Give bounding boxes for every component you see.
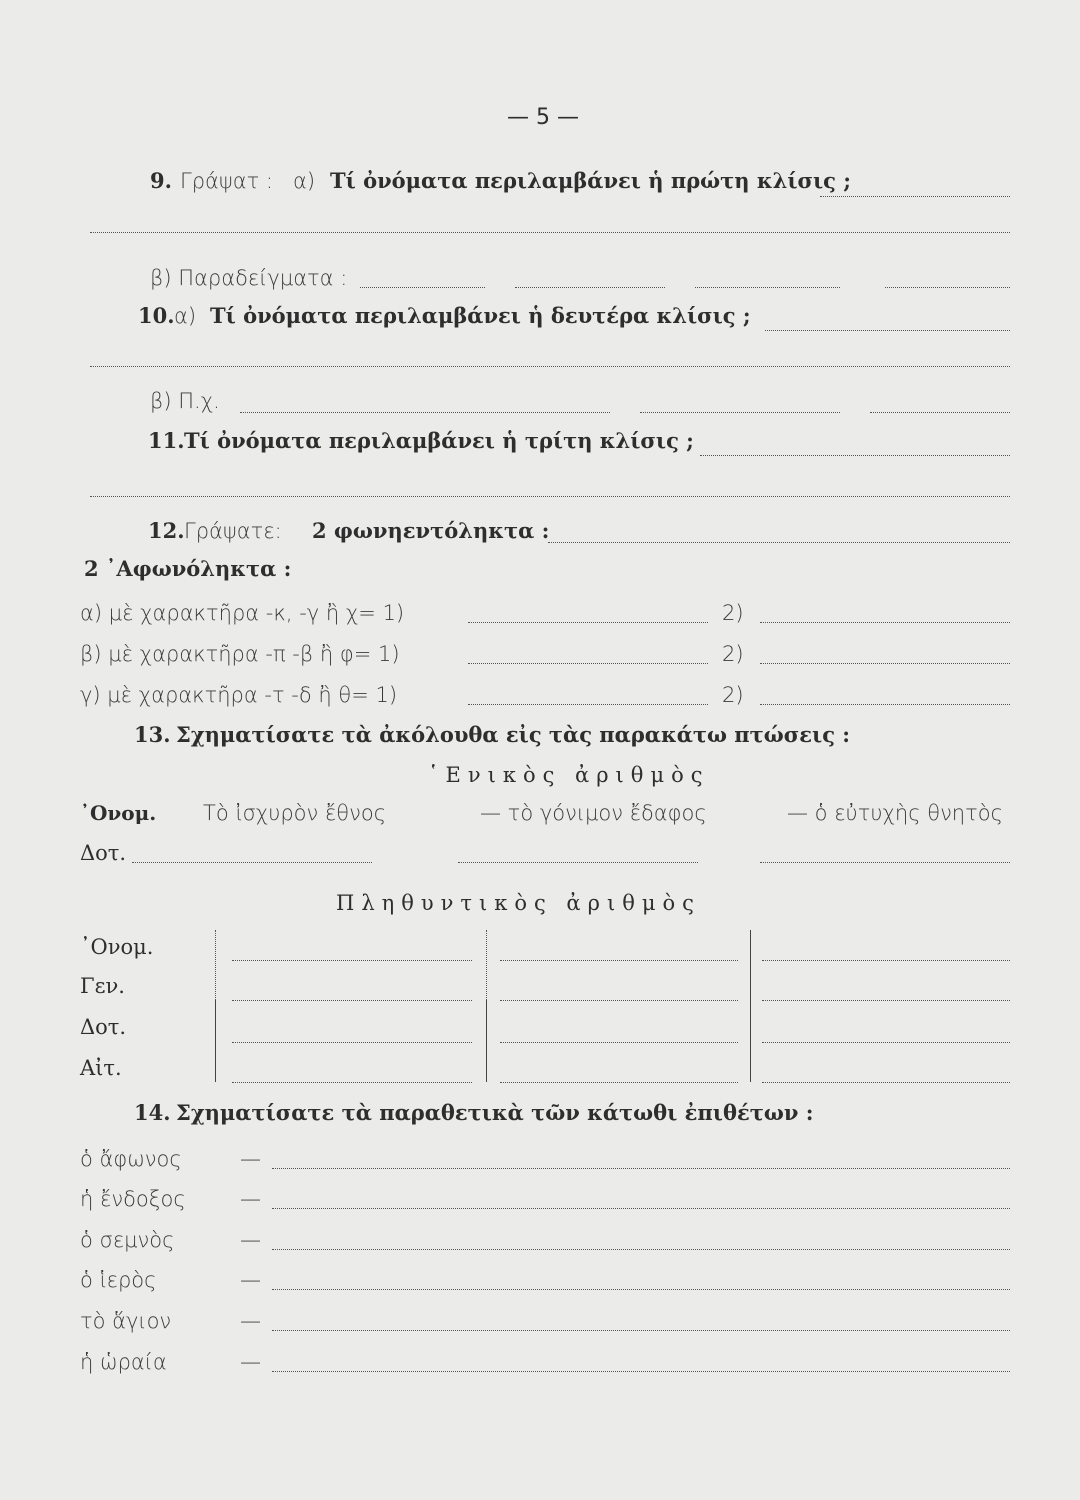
answer-line[interactable] — [695, 287, 840, 288]
answer-line[interactable] — [700, 455, 1010, 456]
q14-word: ὁ σεμνὸς — [80, 1228, 175, 1252]
q12-row-a-second: 2) — [722, 601, 744, 625]
answer-line[interactable] — [760, 622, 1010, 623]
answer-line[interactable] — [762, 1000, 1010, 1001]
answer-line[interactable] — [90, 496, 1010, 497]
table-divider — [215, 1000, 216, 1082]
plural-heading: Πληθυντικὸς ἀριθμὸς — [336, 891, 701, 915]
q10-b-label: β) Π.χ. — [150, 389, 220, 413]
answer-line[interactable] — [760, 704, 1010, 705]
q10-a-marker: α) — [174, 304, 197, 328]
q14-word: ἡ ὡραία — [80, 1350, 167, 1374]
q12-vowel-label: 2 φωνηεντόληκτα : — [312, 518, 550, 543]
table-divider — [486, 1000, 487, 1082]
answer-line[interactable] — [232, 1000, 472, 1001]
q12-row-a: α) μὲ χαρακτῆρα -κ, -γ ἢ χ= 1) — [80, 601, 405, 625]
answer-line[interactable] — [762, 1082, 1010, 1083]
answer-line[interactable] — [272, 1249, 1010, 1250]
q14-dash: — — [240, 1268, 261, 1292]
answer-line[interactable] — [640, 412, 840, 413]
answer-line[interactable] — [760, 862, 1010, 863]
phrase-1: Τὸ ἰσχυρὸν ἔθνος — [203, 801, 387, 825]
answer-line[interactable] — [885, 287, 1010, 288]
q14-dash: — — [240, 1147, 261, 1171]
q14-question: Σχηματίσατε τὰ παραθετικὰ τῶν κάτωθι ἐπιθέτων : — [176, 1100, 814, 1125]
answer-line[interactable] — [762, 1042, 1010, 1043]
q14-word: ἡ ἔνδοξος — [80, 1187, 186, 1211]
singular-heading: ῾Ενικὸς ἀριθμὸς — [428, 763, 710, 787]
plural-case-label: Γεν. — [80, 974, 125, 998]
q10-question: Τί ὀνόματα περιλαμβάνει ἡ δευτέρα κλίσις ; — [210, 303, 751, 328]
q9-a-marker: α) — [293, 169, 316, 193]
singular-dat-label: Δοτ. — [80, 841, 127, 865]
q12-consonant-label: 2 ᾿Αφωνόληκτα : — [84, 556, 292, 581]
q12-row-b-second: 2) — [722, 642, 744, 666]
answer-line[interactable] — [515, 287, 665, 288]
answer-line[interactable] — [360, 287, 485, 288]
q14-word: τὸ ἅγιον — [80, 1309, 172, 1333]
answer-line[interactable] — [272, 1371, 1010, 1372]
q12-number: 12. — [148, 518, 185, 543]
answer-line[interactable] — [232, 1082, 472, 1083]
answer-line[interactable] — [760, 663, 1010, 664]
answer-line[interactable] — [458, 862, 698, 863]
q14-dash: — — [240, 1228, 261, 1252]
answer-line[interactable] — [272, 1208, 1010, 1209]
q9-question: Τί ὀνόματα περιλαμβάνει ἡ πρώτη κλίσις ; — [330, 168, 851, 193]
answer-line[interactable] — [468, 704, 708, 705]
answer-line[interactable] — [500, 1082, 738, 1083]
table-divider — [750, 930, 751, 1082]
answer-line[interactable] — [272, 1330, 1010, 1331]
phrase-2: — τὸ γόνιμον ἔδαφος — [480, 801, 707, 825]
q14-dash: — — [240, 1187, 261, 1211]
answer-line[interactable] — [132, 862, 372, 863]
answer-line[interactable] — [500, 1000, 738, 1001]
answer-line[interactable] — [762, 960, 1010, 961]
answer-line[interactable] — [500, 960, 738, 961]
q14-dash: — — [240, 1309, 261, 1333]
q14-word: ὁ ἄφωνος — [80, 1147, 182, 1171]
answer-line[interactable] — [500, 1042, 738, 1043]
q13-question: Σχηματίσατε τὰ ἀκόλουθα εἰς τὰς παρακάτω πτώσεις : — [176, 722, 851, 747]
q14-dash: — — [240, 1350, 261, 1374]
plural-case-label: Αἰτ. — [80, 1056, 122, 1080]
answer-line[interactable] — [870, 412, 1010, 413]
phrase-3: — ὁ εὐτυχὴς θνητὸς — [787, 801, 1003, 825]
q12-row-c: γ) μὲ χαρακτῆρα -τ -δ ἢ θ= 1) — [80, 683, 398, 707]
q12-row-b: β) μὲ χαρακτῆρα -π -β ἢ φ= 1) — [80, 642, 400, 666]
answer-line[interactable] — [820, 196, 1010, 197]
q11-number: 11. — [148, 428, 185, 453]
answer-line[interactable] — [240, 412, 610, 413]
q12-label: Γράψατε: — [184, 519, 282, 543]
answer-line[interactable] — [90, 232, 1010, 233]
answer-line[interactable] — [468, 663, 708, 664]
answer-line[interactable] — [765, 330, 1010, 331]
page-number: — 5 — — [507, 105, 579, 130]
answer-line[interactable] — [548, 542, 1010, 543]
q13-number: 13. — [134, 722, 171, 747]
singular-nom-label: ᾿Ονομ. — [80, 801, 157, 825]
answer-line[interactable] — [232, 960, 472, 961]
table-divider — [215, 930, 216, 1000]
q9-number: 9. — [150, 168, 172, 193]
q14-number: 14. — [134, 1100, 171, 1125]
answer-line[interactable] — [232, 1042, 472, 1043]
answer-line[interactable] — [272, 1168, 1010, 1169]
answer-line[interactable] — [90, 366, 1010, 367]
q9-label: Γράψατ : — [180, 169, 273, 193]
table-divider — [486, 930, 487, 1000]
q10-number: 10. — [138, 303, 175, 328]
plural-case-label: ᾿Ονομ. — [80, 935, 154, 959]
q11-question: Τί ὀνόματα περιλαμβάνει ἡ τρίτη κλίσις ; — [184, 428, 694, 453]
plural-case-label: Δοτ. — [80, 1015, 127, 1039]
answer-line[interactable] — [272, 1289, 1010, 1290]
q9-b-label: β) Παραδείγματα : — [150, 266, 348, 290]
answer-line[interactable] — [468, 622, 708, 623]
q14-word: ὁ ἱερὸς — [80, 1268, 157, 1292]
q12-row-c-second: 2) — [722, 683, 744, 707]
